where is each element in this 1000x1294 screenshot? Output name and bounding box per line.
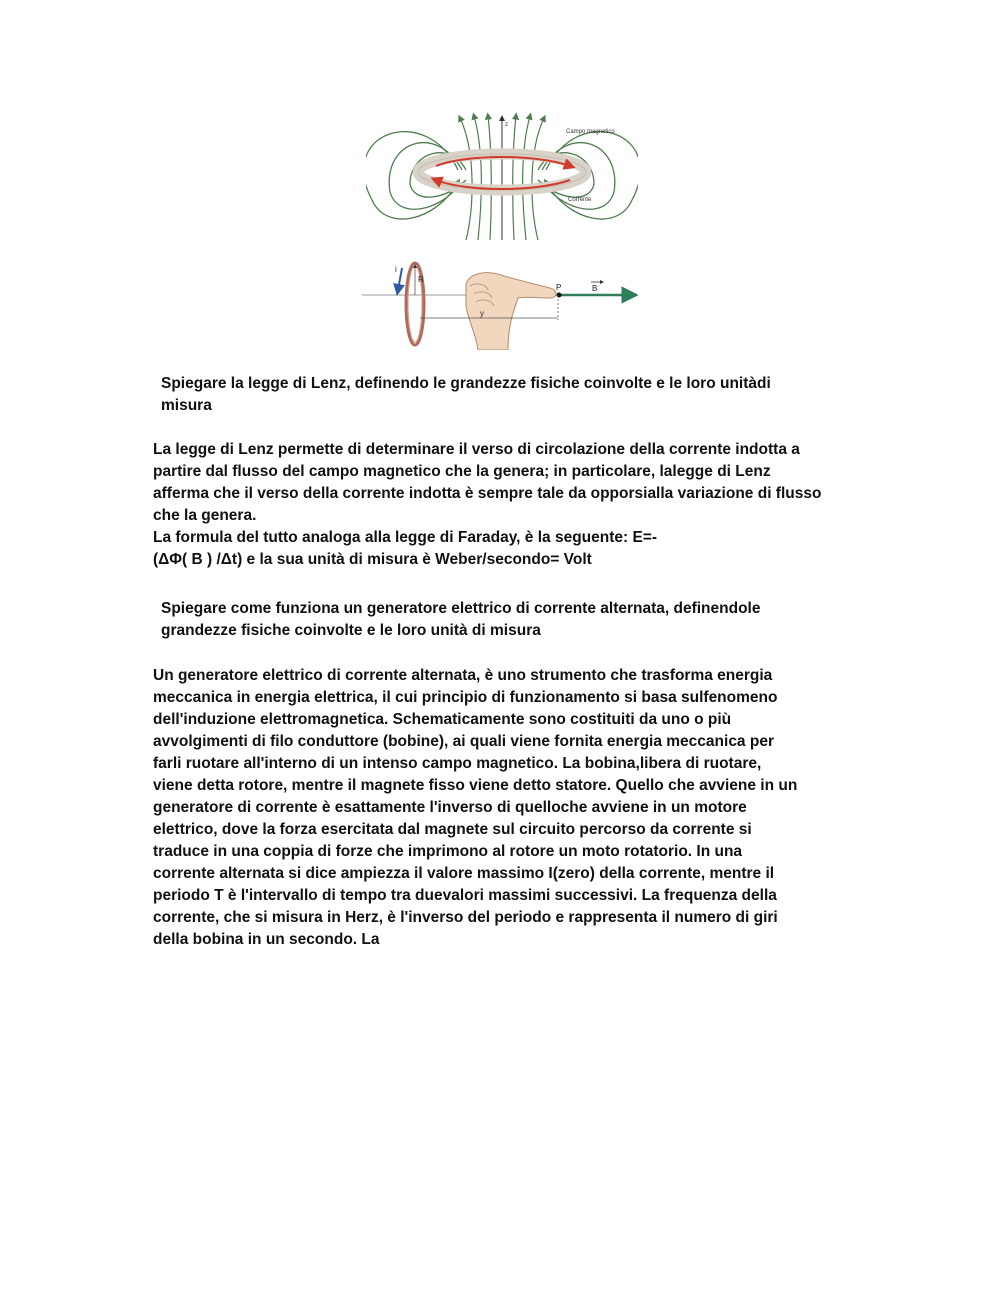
magnetic-field-loop-figure — [366, 112, 638, 244]
point-p-label: P — [556, 283, 562, 292]
question-1 — [161, 373, 821, 417]
answer-2-line-6: viene detta rotore, mentre il magnete fisso viene detto statore. Quello che avviene in un — [153, 777, 798, 794]
z-axis-label: z — [505, 122, 508, 128]
question-1-line-1: Spiegare la legge di Lenz, definendo le grandezze fisiche coinvolte e le loro unitàdi — [161, 375, 771, 392]
answer-1-line-1: La legge di Lenz permette di determinare il verso di circolazione della corrente indotta a — [153, 441, 800, 458]
answer-2-line-9: traduce in una coppia di forze che imprimono al rotore un moto rotatorio. In una — [153, 843, 743, 860]
answer-2-line-1: Un generatore elettrico di corrente alternata, è uno strumento che trasforma energia — [153, 667, 773, 684]
answer-2-line-13: della bobina in un secondo. La — [153, 931, 380, 948]
question-2-line-2: grandezze fisiche coinvolte e le loro unità di misura — [161, 622, 541, 639]
answer-1-line-2: partire dal flusso del campo magnetico che la genera; in particolare, lalegge di Lenz — [153, 463, 771, 480]
question-2 — [161, 598, 821, 642]
question-2-line-1: Spiegare come funziona un generatore elettrico di corrente alternata, definendole — [161, 600, 761, 617]
answer-1-line-5: La formula del tutto analoga alla legge di Faraday, è la seguente: E=- — [153, 529, 658, 546]
answer-2 — [153, 665, 843, 951]
answer-2-line-11: periodo T è l'intervallo di tempo tra duevalori massimi successivi. La frequenza della — [153, 887, 777, 904]
answer-1-line-3: afferma che il verso della corrente indotta è sempre tale da opporsialla variazione di flusso — [153, 485, 822, 502]
answer-2-line-5: farli ruotare all'interno di un intenso campo magnetico. La bobina,libera di ruotare, — [153, 755, 762, 772]
answer-1-line-4: che la genera. — [153, 507, 257, 524]
distance-y-label: y — [480, 309, 484, 318]
answer-2-line-4: avvolgimenti di filo conduttore (bobine), ai quali viene fornita energia meccanica per — [153, 733, 774, 750]
field-label: Campo magnetico — [566, 129, 615, 135]
answer-1 — [153, 439, 843, 571]
answer-1-line-6: (ΔΦ( B ) /Δt) e la sua unità di misura è Weber/secondo= Volt — [153, 551, 592, 568]
answer-2-line-3: dell'induzione elettromagnetica. Schematicamente sono costituiti da uno o più — [153, 711, 732, 728]
answer-2-line-7: generatore di corrente è esattamente l'inverso di quelloche avviene in un motore — [153, 799, 747, 816]
answer-2-line-12: corrente, che si misura in Herz, è l'inverso del periodo e rappresenta il numero di giri — [153, 909, 778, 926]
right-hand-rule-figure — [358, 254, 638, 350]
radius-label: R — [418, 275, 424, 284]
current-i-arrow — [398, 268, 402, 290]
answer-2-line-10: corrente alternata si dice ampiezza il valore massimo I(zero) della corrente, mentre il — [153, 865, 775, 882]
question-1-line-2: misura — [161, 397, 212, 414]
b-field-label: B — [592, 284, 598, 293]
current-i-label: i — [395, 265, 397, 274]
point-p — [557, 293, 562, 298]
current-label: Corrente — [568, 197, 592, 203]
answer-2-line-8: elettrico, dove la forza esercitata dal magnete sul circuito percorso da corrente si — [153, 821, 752, 838]
answer-2-line-2: meccanica in energia elettrica, il cui principio di funzionamento si basa sulfenomeno — [153, 689, 778, 706]
